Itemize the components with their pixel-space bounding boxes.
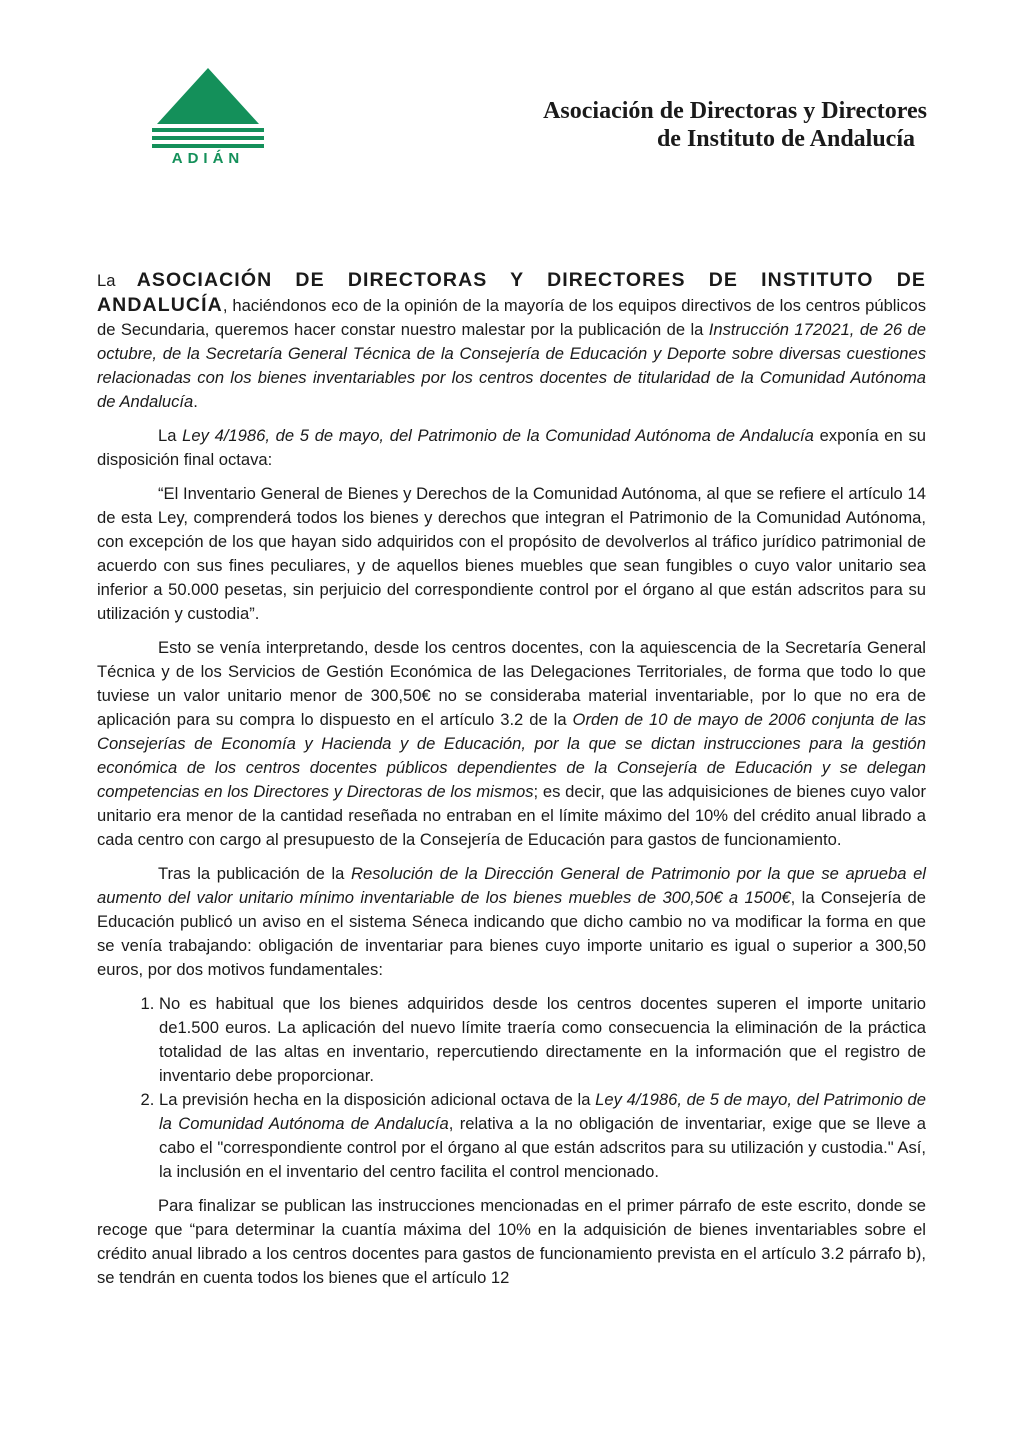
- list-item: [159, 1088, 926, 1184]
- letter-body: [97, 268, 926, 1300]
- law-title: Ley 4/1986, de 5 de mayo, del Patrimonio de la Comunidad Autónoma de Andalucía: [182, 426, 814, 445]
- text-run: Tras la publicación de la: [158, 864, 352, 883]
- letterhead: [0, 0, 1024, 200]
- text-run: , relativa a la no obligación de inventariar, exige que se lleve a cabo el "correspondiente control por el órgano al que están adscritos para su utilización y custodia." Así, la inclusión en el inventario del centro facilita el control mencionado.: [159, 1114, 926, 1181]
- organization-title: [543, 97, 927, 153]
- association-name: ASOCIACIÓN DE DIRECTORAS Y DIRECTORES DE INSTITUTO DE ANDALUCÍA: [97, 269, 926, 316]
- paragraph-interpretation: [97, 636, 926, 852]
- text-run: La previsión hecha en la disposición adicional octava de la: [159, 1090, 596, 1109]
- resolution-title: Resolución de la Dirección General de Patrimonio por la que se aprueba el aumento del valor unitario mínimo inventariable de los bienes muebles de 300,50€ a 1500€: [97, 864, 926, 907]
- org-title-line-2: de Instituto de Andalucía: [656, 126, 915, 152]
- text-run: Esto se venía interpretando, desde los centros docentes, con la aquiescencia de la Secretaría General Técnica y de los Servicios de Gestión Económica de las Delegaciones Territoriales, de forma que todo lo que tuviese un valor unitario menor de 300,50€ no se consideraba material inventariable, por lo que no era de aplicación para su compra lo dispuesto en el artículo 3.2 de la: [97, 638, 926, 729]
- adian-logo: [150, 66, 266, 170]
- law-title: Ley 4/1986, de 5 de mayo, del Patrimonio de la Comunidad Autónoma de Andalucía: [159, 1090, 926, 1133]
- paragraph-intro: [97, 268, 926, 414]
- text-run: ; es decir, que las adquisiciones de bienes cuyo valor unitario era menor de la cantidad reseñada no entraban en el límite máximo del 10% del crédito anual librado a cada centro con cargo al presupuesto de la Consejería de Educación para gastos de funcionamiento.: [97, 782, 926, 849]
- text-run: .: [193, 392, 198, 411]
- text-run: , la Consejería de Educación publicó un aviso en el sistema Séneca indicando que dicho cambio no va modificar la forma en que se venía trabajando: obligación de inventariar para bienes cuyo importe unitario es igual o superior a 300,50 euros, por dos motivos fundamentales:: [97, 888, 927, 979]
- text-run: exponía en su disposición final octava:: [97, 426, 926, 469]
- paragraph-quote: “El Inventario General de Bienes y Derechos de la Comunidad Autónoma, al que se refiere el artículo 14 de esta Ley, comprenderá todos los bienes y derechos que integran el Patrimonio de la Comunidad Autónoma, con excepción de los que hayan sido adquiridos con el propósito de devolverlos al tráfico jurídico patrimonial de acuerdo con sus fines peculiares, y de aquellos bienes muebles que sean fungibles o cuyo valor unitario sea inferior a 50.000 pesetas, sin perjuicio del correspondiente control por el órgano al que están adscritos para su utilización y custodia”.: [97, 484, 926, 623]
- list-item: 1. No es habitual que los bienes adquiridos desde los centros docentes superen el importe unitario de1.500 euros. La aplicación del nuevo límite traería como consecuencia la eliminación de la práctica totalidad de las altas en inventario, repercutiendo directamente en la información que el registro de inventario debe proporcionar.: [159, 992, 926, 1088]
- org-title-line-1: Asociación de Directoras y Directores: [543, 98, 927, 124]
- text-run: , haciéndonos eco de la opinión de la mayoría de los equipos directivos de los centros públicos de Secundaria, queremos hacer constar nuestro malestar por la publicación de la: [97, 296, 926, 339]
- reasons-list: [97, 992, 926, 1184]
- paragraph-resolution: [97, 862, 926, 982]
- text-run: La: [158, 426, 183, 445]
- text-run: La: [97, 271, 137, 290]
- paragraph-law: [97, 424, 926, 472]
- instruction-title: Instrucción 172021, de 26 de octubre, de la Secretaría General Técnica de la Consejería de Educación y Deporte sobre diversas cuestiones relacionadas con los bienes inventariables por los centros docentes de titularidad de la Comunidad Autónoma de Andalucía: [97, 320, 926, 411]
- logo-triangle-icon: [150, 66, 266, 148]
- logo-wordmark: ADIÁN: [171, 150, 245, 167]
- paragraph-conclusion: Para finalizar se publican las instrucciones mencionadas en el primer párrafo de este escrito, donde se recoge que “para determinar la cuantía máxima del 10% en la adquisición de bienes inventariables sobre el crédito anual librado a los centros docentes para gastos de funcionamiento prevista en el artículo 3.2 párrafo b), se tendrán en cuenta todos los bienes que el artículo 12: [97, 1196, 926, 1287]
- order-title: Orden de 10 de mayo de 2006 conjunta de las Consejerías de Economía y Hacienda y de Educación, por la que se dictan instrucciones para la gestión económica de los centros docentes públicos dependientes de la Consejería de Educación y se delegan competencias en los Directores y Directoras de los mismos: [97, 710, 926, 801]
